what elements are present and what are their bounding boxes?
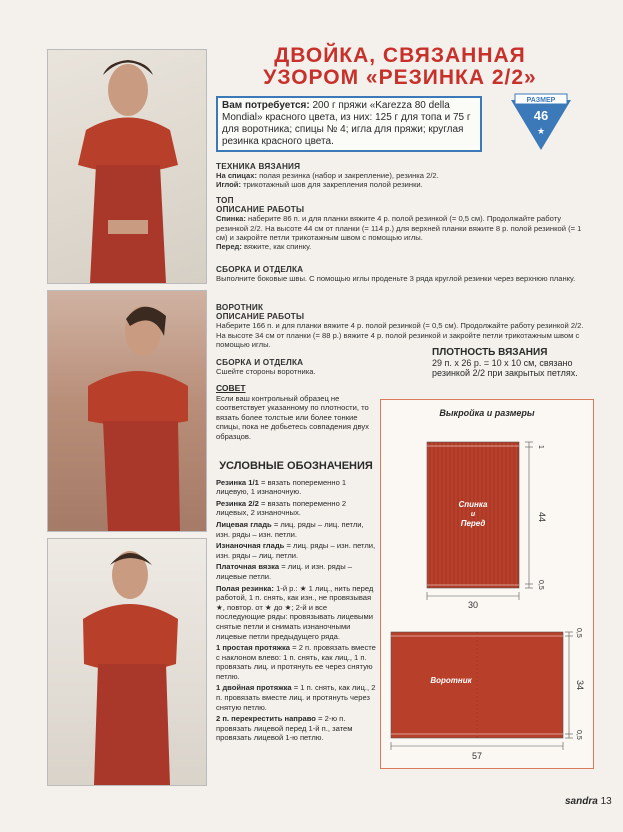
top-front-lead: Перед:	[216, 242, 242, 252]
size-badge-label: РАЗМЕР	[526, 97, 556, 104]
assembly1-text: Выполните боковые швы. С помощью иглы проденьте 3 ряда круглой резинки через верхнюю планку.	[216, 274, 576, 284]
piece1-height-dim: 44	[537, 512, 547, 523]
assembly1-section	[216, 265, 588, 283]
back-front-label-2: и	[470, 511, 476, 518]
materials-box	[216, 96, 482, 152]
collar-label: Воротник	[430, 676, 472, 685]
top-back-text: наберите 86 п. и для планки вяжите 4 р. полой резинкой (= 0,5 см). Продолжайте работу резинкой 2/2. На высоте 44 см от планки (= 114 р.) для верхней планки вяжите 8 р. полой резинкой (= 1 см) и закройте петли трикотажным швом с помощью иглы.	[216, 214, 582, 242]
piece2-width-dim: 57	[471, 751, 483, 761]
piece1-width-dim: 30	[467, 600, 479, 610]
top-section	[216, 196, 588, 251]
size-badge	[509, 92, 573, 152]
photo-model-side	[47, 290, 207, 532]
legend-term: Резинка 1/1	[216, 477, 259, 487]
piece1-bottom-dim: 0,5	[537, 580, 544, 590]
legend-term: Платочная вязка	[216, 562, 280, 572]
legend-def: = вязать попеременно 1 лицевую, 1 изнаночную.	[216, 477, 347, 497]
size-badge-value: 46	[533, 108, 549, 123]
legend-section	[216, 462, 376, 745]
legend-def: = лиц. ряды – изн. петли, изн. ряды – лиц. петли.	[216, 541, 376, 560]
photo-model-side-image	[48, 291, 206, 531]
piece2-height-dim: 34	[575, 680, 585, 691]
photo-model-collar-image	[48, 539, 206, 785]
legend-def: = 2 п. провязать вместе с наклоном влево: 1 п. снять, как лиц., 1 п. провязать лиц. и протянуть ее через снятую петлю.	[216, 643, 376, 681]
legend-item	[216, 478, 376, 497]
legend-item	[216, 562, 376, 581]
assembly2-text: Сшейте стороны воротника.	[216, 367, 316, 377]
advice-heading: СОВЕТ	[216, 383, 246, 393]
advice-text: Если ваш контрольный образец не соответствует указанному по плотности, то вязать более толстые или более тонкие спицы, пока не добьетесь совпадения двух образцов.	[216, 393, 369, 441]
advice-section	[216, 384, 376, 442]
legend-item	[216, 499, 376, 518]
photo-model-collar	[47, 538, 207, 786]
pattern-title: Выкройка и размеры	[439, 408, 535, 418]
technique-line2: трикотажный шов для закрепления полой резинки.	[241, 180, 423, 190]
page-title-line1: ДВОЙКА, СВЯЗАННАЯ	[274, 44, 526, 67]
legend-term: 2 п. перекрестить направо	[216, 714, 316, 724]
technique-heading: ТЕХНИКА ВЯЗАНИЯ	[216, 162, 301, 171]
materials-text: 200 г пряжи «Karezza 80 della Mondial» красного цвета, из них: 125 г для топа и 75 г для воротника; спицы № 4; игла для пряжи; круглая резинка красного цвета.	[222, 100, 471, 147]
legend-term: Изнаночная гладь	[216, 541, 285, 551]
legend-term: Резинка 2/2	[216, 498, 259, 508]
top-back-lead: Спинка:	[216, 214, 246, 224]
collar-text: Наберите 166 п. и для планки вяжите 4 р. полой резинкой (= 0,5 см). Продолжайте работу резинкой 2/2. На высоте 34 см от планки (= 88 р.) вяжите 4 р. полой резинкой и закройте петли трикотажным швом с помощью иглы.	[216, 321, 584, 349]
piece2-top-dim: 0,5	[575, 628, 582, 638]
density-text: 29 п. х 26 р. = 10 х 10 см, связано резинкой 2/2 при закрытых петлях.	[432, 358, 578, 378]
top-subheading: ОПИСАНИЕ РАБОТЫ	[216, 205, 305, 215]
assembly1-heading: СБОРКА И ОТДЕЛКА	[216, 265, 304, 274]
back-front-label-1: Спинка	[458, 500, 488, 509]
legend-term: Полая резинка:	[216, 583, 274, 593]
legend-def: 1-й р.: ★ 1 лиц., нить перед работой, 1 п. снять, как изн., не провязывая ★, повтор. от ★ до ★; 2-й и все последующие ряды: провязывать лицевыми снятые петли и снимать изнаночными лицевые петли предыдущего ряда.	[216, 583, 374, 641]
star-icon: ★	[536, 126, 546, 136]
technique-section	[216, 162, 588, 190]
pattern-drawing	[381, 400, 593, 768]
technique-line1: полая резинка (набор и закрепление), резинка 2/2.	[257, 171, 439, 181]
technique-line1-lead: На спицах:	[216, 171, 258, 181]
photo-model-front-image	[48, 50, 206, 283]
legend-term: 1 простая протяжка	[216, 643, 291, 653]
top-front-text: вяжите, как спинку.	[241, 242, 312, 252]
pattern-diagram	[380, 399, 594, 769]
legend-item	[216, 683, 376, 712]
assembly2-section	[216, 358, 416, 376]
legend-def: = 2-ю п. провязать лицевой перед 1-й п., затем провязать лицевой 1-ю петлю.	[216, 714, 353, 743]
legend-item	[216, 643, 376, 681]
legend-def: = лиц. и изн. ряды – лицевые петли.	[216, 562, 352, 581]
collar-subheading: ОПИСАНИЕ РАБОТЫ	[216, 312, 305, 322]
assembly2-heading: СБОРКА И ОТДЕЛКА	[216, 358, 304, 367]
legend-item	[216, 584, 376, 642]
photo-model-front	[47, 49, 207, 284]
legend-item	[216, 520, 376, 539]
legend-term: Лицевая гладь	[216, 519, 272, 529]
legend-heading: УСЛОВНЫЕ ОБОЗНАЧЕНИЯ	[219, 460, 373, 472]
piece2-bottom-dim: 0,5	[575, 730, 582, 740]
legend-def: = вязать попеременно 2 лицевых, 2 изнаночных.	[216, 498, 347, 518]
materials-lead: Вам потребуется:	[222, 100, 310, 111]
density-section	[432, 348, 612, 378]
page-title-line2: УЗОРОМ «РЕЗИНКА 2/2»	[263, 66, 537, 89]
collar-heading: ВОРОТНИК	[216, 303, 264, 312]
legend-term: 1 двойная протяжка	[216, 683, 292, 693]
footer-brand: sandra	[565, 796, 598, 807]
technique-line2-lead: Иглой:	[216, 180, 241, 190]
page-footer	[565, 796, 612, 807]
legend-def: = 1 п. снять, как лиц., 2 п. провязать вместе лиц. и протянуть через снятую петлю.	[216, 683, 376, 712]
piece1-top-dim: 1	[537, 445, 544, 449]
page-number: 13	[600, 796, 612, 807]
top-heading: ТОП	[216, 196, 234, 205]
legend-def: = лиц. ряды – лиц. петли, изн. ряды – изн. петли.	[216, 519, 364, 539]
collar-section	[216, 303, 588, 349]
legend-item	[216, 541, 376, 560]
legend-item	[216, 714, 376, 743]
back-front-label-3: Перед	[460, 519, 486, 528]
density-heading: ПЛОТНОСТЬ ВЯЗАНИЯ	[432, 347, 548, 358]
